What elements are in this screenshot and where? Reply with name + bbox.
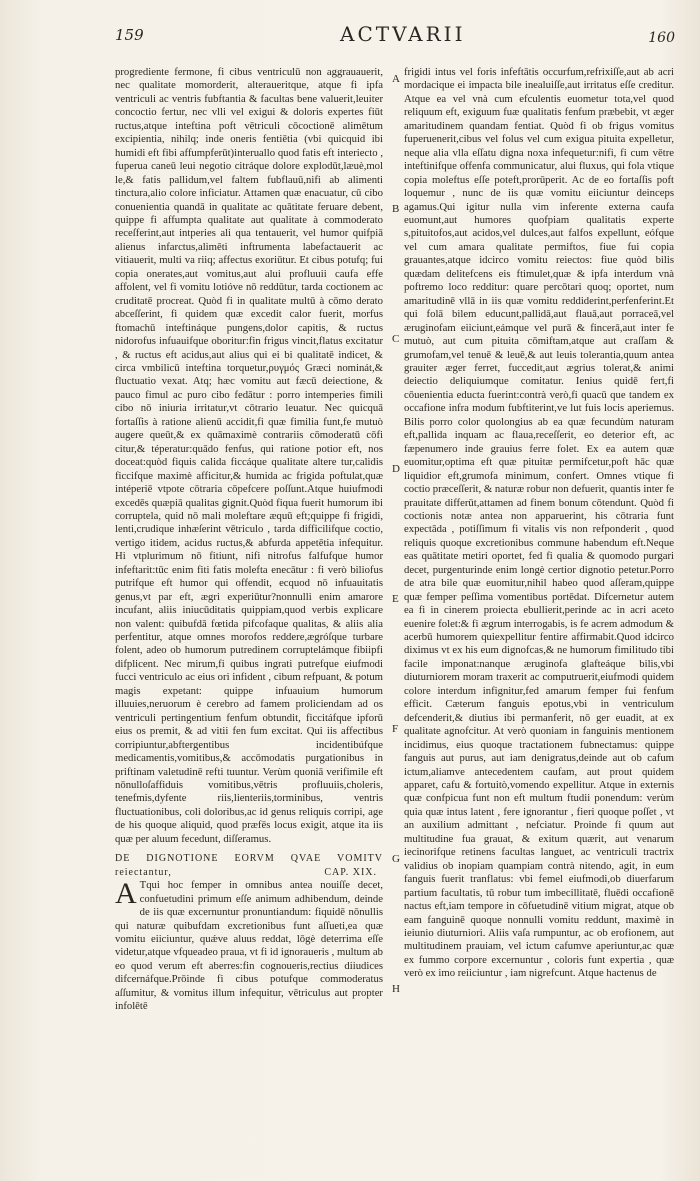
margin-letter-h: H <box>392 983 400 995</box>
chapter-paragraph-text: Tqui hoc femper in omnibus antea nouiſſe decet, confuetudini primum eſſe animum adhibendum, deinde de iis quæ excernuntur pronuntiandum: fiquidē nōnullis qui naturæ quibufdam excretionibus funt aſſueti,ea quæ vomitu eiiciuntur, quǽve aluus reddat, lōgè deterrima eſſe videtur,atque vfqueadeo praua, vt fi id ignoraueris , multum ab eo quod verum eft aberres:fin cognoueris,rectius diiudices difcernáfque.Prōinde fi cibus potufque commoderatus aſſumitur, & vomitus illum infequitur, vētriculus aut propter infolētē <box>115 879 383 1013</box>
margin-letter-g: G <box>392 853 400 865</box>
page-number-left: 159 <box>115 26 144 44</box>
chapter-paragraph <box>115 879 383 1014</box>
right-paragraph: frigidi intus vel foris infeftātis occurfum,refrixiſſe,aut ab acri mordacique ei impacta bile inealuiſſe,aut irritatus eſſe creditur. Atque ea vel vnà cum efculentis euometur tota,vel quod reliquum eft, exiguum fuæ qualitatis fenfum præbebit, vt æger amaritudinem quandam fentiat. Quòd fi ob frigus vomitus fuperuenerit,cibus vel folus vel cum exigua pituita expelletur, neque alia vlla eſſatu digna noxa infequetur:nifi, fi cum vētre inteftinifque offenfa communicatur, alui fluxus, qui fola vtique copia moleftus eſſe poteft,prorūperit. Ac de eo fortaſſis poft loquemur , nunc de iis quæ vomitu eiiciuntur deinceps agamus.Qui igitur nulla vim inferente externa caufa euomunt,aut humores quofpiam qualitatis experte s,pituitofos,aut acidos,vel dulces,aut falfos expellunt, eófque vel cum amara qualitate permiftos, fiue fui copia grauantes,atque idcirco vomitu reiectos: fiue quòd bilis quædam delitefcens eis ftimulet,quæ & ipfa interdum vnà poftremo loco redditur: quare percōtari quoq; oportet, num amaritudinē vllā in iis quæ vomitu reddiderint,perfenferint.Et qui folā bilem educunt,pallidā,aut flauā,aut porraceā,vel æruginofam eiiciunt,eámque vel purā & fincerā,aut inter fe mutuò, aut cum pituita cōmiftam,atque aut craſſam & grumofam,vel tenuē & leuē,& aut leuis tolerantia,quum antea grauiter æger ferret, fuccedit,aut ægrius tolerat,& animi deiectio deliquiumque comitatur. Ienius quidē fert,fi cōuenientia educta fuerint:contrà verò,fi quacū que tandem ex occafione infra modum fubftiterint,ve lut fuis locis aperiemus. Bilis porro color quolongius ab ea quæ fecundùm naturam eft,pallida inquam ac flaua,receſſerit, eo deterior eft, ac fæpenumero inde grauius ferre folet. Ex ea autem quæ euomitur,optima eft quæ pituitæ permifcetur,poft hāc quæ liquidior eft,grumofa minimum, confert. Omnes vtique fi coctio præceſſerit, & naturæ robur non defuerit, quantis inter fe prauitate differūt,attamen ad finem bonum cōtendunt. Quòd fi coctionis notæ antea non apparuerint, his cōtraria funt expectāda , potiſſimum fi vitalis vis non refponderit , quod reliquis quoque excretionibus commune habendum eft.Neque eas quātitate metiri oportet, fed fi qualia & quomodo purgari decet, purgenturinde enim longè certior dignotio petetur.Porro de atra bile quæ euomitur,nihil habeo quod aſſeram,quippe quæ femper peſſima vomentibus portēdat. Difcernetur autem ea fi in cinerem proiecta ebullierit,perinde ac in acri aceto euenire folet:& fi ægrum interrogabis, is fe acrem admodum & acerbū humorem quiexpellitur fentire affirmabit.Quod idcirco diximus vt ex his eum dignofcas,& ne humorum fimilitudo tibi facile imponat:nanque æruginofa glafteáque bilis,vbi diuturniorem moram traxerit ac computruerit,eiufmodi quidem colore interdum infignitur,fed amarum femper fui fenfum efficit. Cæterum fanguis epotus,vbi in ventriculum defcenderit,& diutius ibi permanferit, nō ger euadit, at ex qualitate agnofcitur. At verò quoniam in fanguinis mentionem incidimus, eius quoque tractationem fubnectamus: quippe fanguis aut purus, aut iam denigratus,deinde aut ob cafum ictum,aliamve antecedentem caufam, aut prout quidem apparet, cafu & fortuitò,vomendo expellitur. Atque in externis quæ confpicua funt non eft multum ftudii ponendum: verùm quia quæ intus latent , fere ignorantur , fieri quoque poſſet , vt an auxilium admittant , nefciatur. Proinde fi quum aut multitudine fua grauat, & exitum quærit, aut venarum iecinorifque retinens facultas languet, ac ventriculi tractrix validius ob inopiam quampiam contrà nitendo, agit, in eum fanguis fuerit tranflatus: vbi femel eiufmodi,ob diuerfarum partium facultatis, tū robur tum imbecillitatē, fluēdi occafionē nactus eft,iam tempore in cōfuetudinē vitium migrat, atque ob eam fanguinē quoque nonnulli vomitu reddunt, maximè in ieiunio diuturniori. Aliis vaſa rumpuntur, ac ob erofionem, aut multitudinem prauiam, vel ictum cafumve aperiuntur,ac quæ ex fummo corpore excernuntur , coloris funt expertia , quæ verò ex imo reiiciuntur , iam nigrefcunt. Atque hactenus de <box>404 66 674 980</box>
page-header <box>115 22 675 52</box>
margin-letter-d: D <box>392 463 400 475</box>
margin-letter-c: C <box>392 333 400 345</box>
drop-cap: A <box>115 877 137 911</box>
page-number-right: 160 <box>648 30 675 46</box>
running-title: ACTVARII <box>340 22 466 46</box>
section-heading <box>115 852 383 879</box>
left-column <box>115 66 383 1014</box>
chapter-number: CAP. XIX. <box>324 866 377 878</box>
right-column <box>404 66 674 981</box>
margin-letter-b: B <box>392 203 400 215</box>
margin-letter-e: E <box>392 593 399 605</box>
margin-letter-a: A <box>392 73 400 85</box>
margin-letter-f: F <box>392 723 399 735</box>
section-heading-text: DE DIGNOTIONE EORVM QVAE VOMITV reiectantur, <box>115 853 383 878</box>
left-paragraph: progrediente fermone, fi cibus ventriculū non aggrauauerit, nec qualitate momorderit, alteraueritque, atque fi ipfa ventriculi ac ventris fubftantia & facultas bene valuerit,leuiter concoctio fertur, nec vlli vel exigui & doloris expertes fiūt ructus,atque inteftina poft vētriculi cōcoctionē alimētum excipientia, nihilq; inde oneris fentiētia (vbi quicquid ibi humidi eft fibi affumpferūt)interuallo quod fatis eft interiecto , fuperua caneū leui negotio citráque dolore explodūt,læuè,mol le,& fatis pallidum,vel faltem fubflauū,nifi ab alimenti tinctura,alio colore inficiatur. Attamen quæ enacuatur, cū cibo conuenientia quandā in qualitate ac quātitate feruare debent, quippe fi affumpta qualitate aut qualitate à commoderato receſferint,aut intperies ali qua tentauerit, vel humor quifpiā alienus infarctus,alimēti inftrumenta labefactauerit ac vitiauerit, multi va riiq; affectus exoriūtur. Et cibus potufq; fui copia onerates,aut vomitus,aut alui profluuii caufa effe affolent, vel fi vomitu lotióve nō reddūtur, tarda coctionem ac cruditatē procreat. Quòd fi in qualitate multū à cōmo derato abceſſerint, fi quidem quæ excedit calor fuerit, morfus ftomachū inteftináque pungens,dolor capitis, & ructus nidorofus infuauifque oboritur:fin frigus vincit,flatus excitatur , & ructus eft acidus,aut alius qui ei bi qualitatē indicet, & circa vmbilicū inteftina torquetur,ρυγμός Græci nominát,& fluctuatio vexat. Atq; hæc vomitu aut fæcū deiectione, & pauco fimul ac puro cibo fedātur : porro intemperies fimili cibo nō iniuria irritatur,vt cōtrario leuatur. Nec quicquā fortaſſis à ratione alienū accidit,fi quæ fimilia funt,fe mutuò augere queūt,& ex quāmaximè contrariis cōmoderatū cōfi citur,& téperatur:quādo fenfus, qui ratione potior eft, nos doceat:quòd fiquis calida ficcáque qualitate altere tur,calidis ficcifque maximè afficitur,& humida ac frigida poftulat,quæ intéperiē vtpote cōtraria cōpefcere poſſunt.Atque huiufmodi excedēs quæpiā qualitas gignit.Quòd fiqua fuerit humorum ibi corruptela, quid nō mali moleftare æquū eft;quippe fi frigidi, lenti,crudique inhæſerint vētriculo , tarda difficilifque coctio, vertigo itidem, acidus ructus,& abfurda appetētia infequitur. Hi vtplurimum nō fitiunt, nifi nitrofus falfufque humor infeftarit:tūc enim fiti fatis molefta enecātur : fi verò biliofus putrifque eft humor qui offendit, ecquod nō infuauitatis genus,vt par eft, ægri experiūtur?nonnulli enim amarore incufant, aliis iniucūditatis quippiam,quod verbis explicare non valent: quibufdā fœtida pifcofaque qualitas, & aliis alia perfentitur, atque omnes morofos reddere,ægróſque turbare folent, adeo ob humorum putredinem corruptelámque fibiipfi difplicent. Nec mirum,fi quibus ingrati putrefque eiufmodi fucci ventriculo ac eius ori infident , cibum refpuant, & potum magis expetant: quippe infuauium humorum illuuies,neruorum è cerebro ad famem proliciendam ad os ventriculi pertingentium fenfum obtundit, ficcitáfque ipforū eius os premit, & ad vitii fen fum excitat. Qui iis affectibus corripiuntur,abftergentibus incidentibúfque medicamentis,vomitibus,& accōmodatis purgationibus in priftinam valetudinē refti tuuntur. Verùm quoniā verifimile eft nōnulloſaffiduis vomitibus,vētris profluuiis,choleris, tenefmis,dyfente riis,lienteriis,torminibus, ventris fluctuationibus, coli doloribus,ac id genus reliquis corripi, age de his quoque aliquid, quod præfēs locus exigit, atque ita iis quæ per aluum fecedunt, diſſeramus. <box>115 66 383 845</box>
